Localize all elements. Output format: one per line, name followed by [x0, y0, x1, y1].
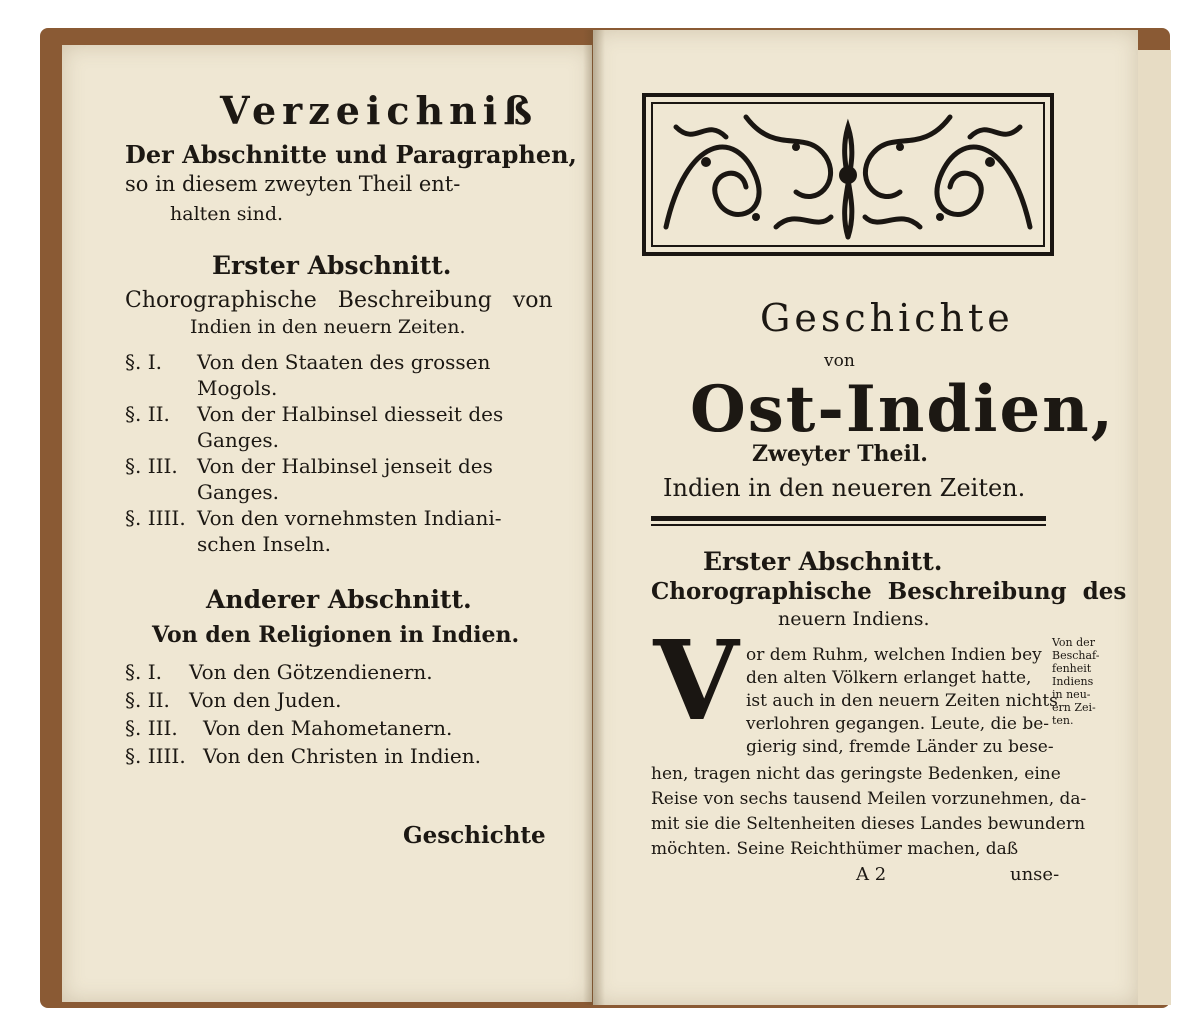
toc-entry-number: §. I.: [125, 660, 162, 684]
body-text-line: ist auch in den neuern Zeiten nichts: [746, 691, 1058, 711]
toc-entry-text-cont: schen Inseln.: [197, 532, 331, 556]
body-text-line: Reise von sechs tausend Meilen vorzunehmen, da-: [651, 789, 1087, 809]
body-text-line: möchten. Seine Reichthümer machen, daß: [651, 839, 1019, 859]
book-title-main: Ost-Indien,: [690, 372, 1115, 447]
margin-note-line: ern Zei-: [1052, 701, 1096, 714]
toc-section2-heading: Anderer Abschnitt.: [206, 585, 472, 614]
margin-note-line: fenheit: [1052, 662, 1092, 675]
toc-entry-text: Von der Halbinsel jenseit des: [197, 454, 493, 478]
toc-entry-number: §. IIII.: [125, 506, 186, 530]
book-part: Zweyter Theil.: [752, 441, 928, 467]
margin-note: [1052, 636, 1112, 727]
body-text-line: or dem Ruhm, welchen Indien bey: [746, 645, 1042, 665]
toc-subtitle-line2: so in diesem zweyten Theil ent-: [125, 172, 461, 196]
toc-title: Verzeichniß: [220, 88, 539, 133]
toc-entry-text-cont: Mogols.: [197, 376, 278, 400]
toc-entry-text: Von den Staaten des grossen: [197, 350, 491, 374]
margin-note-line: ten.: [1052, 714, 1074, 727]
toc-subtitle-line1: Der Abschnitte und Paragraphen,: [125, 140, 577, 169]
body-text-line: den alten Völkern erlanget hatte,: [746, 668, 1032, 688]
title-rule-thick: [651, 516, 1046, 521]
title-rule-thin: [651, 524, 1046, 526]
chapter-heading: Erster Abschnitt.: [703, 547, 943, 576]
right-catchword: unse-: [1010, 864, 1060, 885]
toc-entry-text: Von den Götzendienern.: [189, 660, 433, 684]
book-title-von: von: [824, 351, 855, 371]
toc-entry-number: §. III.: [125, 454, 178, 478]
left-catchword: Geschichte: [403, 822, 546, 849]
floral-ornament-icon: [646, 97, 1050, 252]
toc-entry-number: §. I.: [125, 350, 162, 374]
toc-entry-number: §. IIII.: [125, 744, 186, 768]
body-text-line: gierig sind, fremde Länder zu bese-: [746, 737, 1054, 757]
chapter-desc-line1: Chorographische Beschreibung des: [651, 578, 1127, 605]
toc-entry-number: §. II.: [125, 402, 170, 426]
book-subtitle: Indien in den neueren Zeiten.: [663, 474, 1026, 502]
margin-note-line: Beschaf-: [1052, 649, 1100, 662]
book-title: Geschichte: [760, 296, 1014, 340]
signature-mark: A 2: [856, 864, 887, 885]
chapter-desc-line2: neuern Indiens.: [778, 608, 930, 630]
toc-section1-desc-line1: Chorographische Beschreibung von: [125, 288, 553, 313]
toc-entry-text: Von den Mahometanern.: [203, 716, 453, 740]
drop-cap: V: [653, 616, 739, 745]
body-text-line: hen, tragen nicht das geringste Bedenken, eine: [651, 764, 1061, 784]
toc-entry-number: §. II.: [125, 688, 170, 712]
toc-entry-text: Von der Halbinsel diesseit des: [197, 402, 504, 426]
margin-note-line: in neu-: [1052, 688, 1091, 701]
book-gutter: [583, 30, 605, 1005]
toc-entry-text: Von den vornehmsten Indiani-: [197, 506, 502, 530]
toc-section1-desc-line2: Indien in den neuern Zeiten.: [190, 316, 466, 338]
margin-note-line: Indiens: [1052, 675, 1094, 688]
body-text-line: mit sie die Seltenheiten dieses Landes bewundern: [651, 814, 1086, 834]
toc-entry-number: §. III.: [125, 716, 178, 740]
toc-subtitle-line3: halten sind.: [170, 203, 284, 225]
body-text-line: verlohren gegangen. Leute, die be-: [746, 714, 1050, 734]
toc-section2-desc: Von den Religionen in Indien.: [152, 622, 520, 648]
ornament-headpiece: [642, 93, 1054, 256]
toc-entry-text: Von den Christen in Indien.: [203, 744, 481, 768]
toc-entry-text: Von den Juden.: [189, 688, 342, 712]
toc-entry-text-cont: Ganges.: [197, 428, 280, 452]
toc-section1-heading: Erster Abschnitt.: [212, 251, 452, 280]
toc-entry-text-cont: Ganges.: [197, 480, 280, 504]
margin-note-line: Von der: [1052, 636, 1095, 649]
